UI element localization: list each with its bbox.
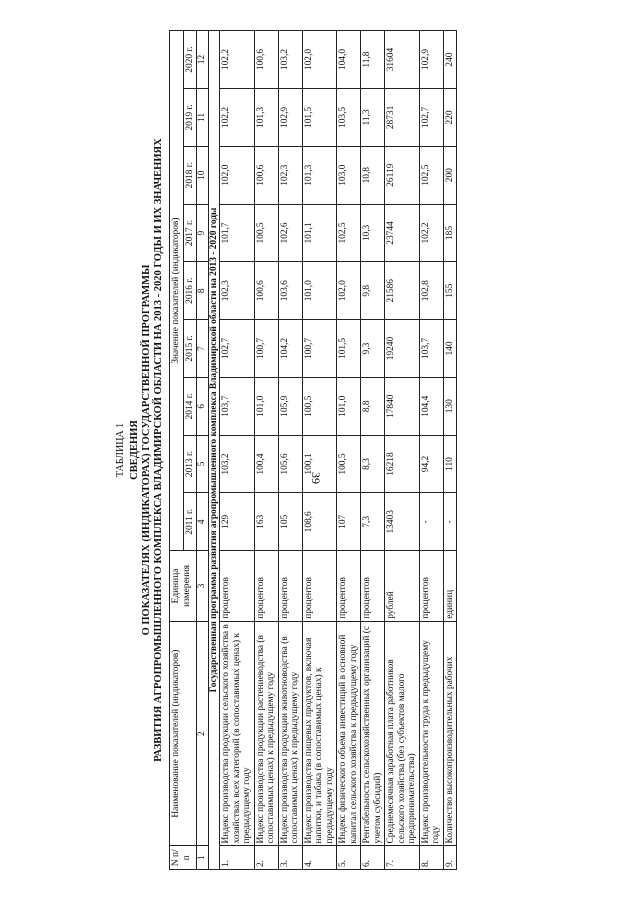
row-value: 102,0	[337, 262, 361, 320]
page-number: 39	[309, 472, 323, 484]
header-year: 2017 г.	[183, 204, 197, 262]
row-name: Среднемесячная заработная плата работников сельского хозяйства (без субъектов малого предпринимательства)	[385, 621, 420, 846]
row-value: 100,7	[254, 320, 278, 378]
row-value: 13403	[385, 493, 420, 551]
row-value: 100,6	[254, 31, 278, 89]
row-value: 94,2	[419, 435, 443, 493]
row-value: 200	[443, 146, 457, 204]
row-value: 100,5	[254, 204, 278, 262]
header-index: N п/п	[170, 846, 197, 870]
row-value: 101,7	[220, 204, 255, 262]
row-unit: процентов	[419, 551, 443, 622]
row-value: 100,6	[254, 262, 278, 320]
row-value: 108,6	[302, 493, 337, 551]
row-value: 26119	[385, 146, 420, 204]
column-number: 1	[197, 846, 209, 870]
row-name: Индекс производства пищевых продуктов, включая напитки, и табака (в сопоставимых ценах) к предыдущему году	[302, 621, 337, 846]
header-values-group: Значение показателей (индикаторов)	[170, 31, 184, 551]
row-unit: единиц	[443, 551, 457, 622]
column-number: 2	[197, 621, 209, 846]
table-label: ТАБЛИЦА 1	[115, 422, 126, 478]
row-unit: процентов	[361, 551, 385, 622]
row-value: 105	[278, 493, 302, 551]
row-index: 1.	[220, 846, 255, 870]
table-row	[361, 31, 385, 870]
row-value: 11,8	[361, 31, 385, 89]
heading-line-1: СВЕДЕНИЯ	[129, 420, 140, 480]
header-year: 2015 г.	[183, 320, 197, 378]
row-value: 103,6	[278, 262, 302, 320]
row-value: 100,5	[337, 435, 361, 493]
header-name: Наименование показателей (индикаторов)	[170, 621, 197, 846]
row-value: 240	[443, 31, 457, 89]
table-row	[337, 31, 361, 870]
row-name: Индекс производства продукции сельского хозяйства в хозяйствах всех категорий (в сопоставимых ценах) к предыдущему году	[220, 621, 255, 846]
row-value: 101,3	[302, 146, 337, 204]
row-value: 163	[254, 493, 278, 551]
row-value: 103,5	[337, 89, 361, 147]
row-value: 9,3	[361, 320, 385, 378]
row-value: 19240	[385, 320, 420, 378]
row-value: 185	[443, 204, 457, 262]
row-value: 102,8	[419, 262, 443, 320]
row-value: 102,2	[220, 89, 255, 147]
row-value: 100,1	[302, 435, 337, 493]
header-row-1	[170, 31, 184, 870]
row-value: 100,6	[254, 146, 278, 204]
row-value: 101,0	[254, 377, 278, 435]
row-value: 107	[337, 493, 361, 551]
row-value: 102,6	[278, 204, 302, 262]
row-value: 23744	[385, 204, 420, 262]
row-value: 102,5	[419, 146, 443, 204]
row-name: Индекс производства продукции растениеводства (в сопоставимых ценах) к предыдущему году	[254, 621, 278, 846]
row-value: 130	[443, 377, 457, 435]
row-value: 101,0	[337, 377, 361, 435]
indicators-table	[169, 30, 457, 870]
heading-line-3: РАЗВИТИЯ АГРОПРОМЫШЛЕННОГО КОМПЛЕКСА ВЛАДИМИРСКОЙ ОБЛАСТИ НА 2013 - 2020 ГОДЫ И ИХ ЗНАЧЕНИЯХ	[153, 138, 164, 762]
row-index: 3.	[278, 846, 302, 870]
row-index: 5.	[337, 846, 361, 870]
table-row	[302, 31, 337, 870]
table-row	[220, 31, 255, 870]
row-value: 220	[443, 89, 457, 147]
row-value: 102,3	[278, 146, 302, 204]
row-value: 16218	[385, 435, 420, 493]
row-value: 102,0	[220, 146, 255, 204]
row-value: 31604	[385, 31, 420, 89]
column-number: 4	[197, 493, 209, 551]
row-value: 10,8	[361, 146, 385, 204]
row-value: 7,3	[361, 493, 385, 551]
row-value: 102,5	[337, 204, 361, 262]
row-index: 7.	[385, 846, 420, 870]
column-number: 8	[197, 262, 209, 320]
row-name: Рентабельность сельскохозяйственных организаций (с учетом субсидий)	[361, 621, 385, 846]
rotated-table-sheet	[115, 30, 635, 870]
row-value: 101,0	[302, 262, 337, 320]
row-value: -	[443, 493, 457, 551]
row-value: 101,5	[302, 89, 337, 147]
section-title: Государственная программа развития агропромышленного комплекса Владимирской области на 2013 - 2020 годы	[208, 31, 220, 870]
table-row	[443, 31, 457, 870]
row-value: 103,7	[220, 377, 255, 435]
row-value: 104,0	[337, 31, 361, 89]
row-unit: процентов	[254, 551, 278, 622]
row-value: 11,3	[361, 89, 385, 147]
row-value: 103,2	[220, 435, 255, 493]
row-name: Индекс производительности труда к предыдущему году	[419, 621, 443, 846]
row-value: 155	[443, 262, 457, 320]
column-number: 11	[197, 89, 209, 147]
header-year: 2020 г.	[183, 31, 197, 89]
row-value: 105,6	[278, 435, 302, 493]
row-value: 100,4	[254, 435, 278, 493]
heading-line-2: О ПОКАЗАТЕЛЯХ (ИНДИКАТОРАХ) ГОСУДАРСТВЕННОЙ ПРОГРАММЫ	[141, 264, 152, 636]
column-number: 6	[197, 377, 209, 435]
row-unit: процентов	[302, 551, 337, 622]
row-unit: процентов	[220, 551, 255, 622]
row-unit: процентов	[337, 551, 361, 622]
row-value: 28731	[385, 89, 420, 147]
column-number: 3	[197, 551, 209, 622]
row-value: 102,9	[278, 89, 302, 147]
row-value: 102,7	[220, 320, 255, 378]
row-value: 102,0	[302, 31, 337, 89]
table-row	[385, 31, 420, 870]
row-value: 103,0	[337, 146, 361, 204]
row-value: 21586	[385, 262, 420, 320]
header-unit: Единица измерения	[170, 551, 197, 622]
row-value: 110	[443, 435, 457, 493]
row-value: 103,7	[419, 320, 443, 378]
header-year: 2018 г.	[183, 146, 197, 204]
row-value: 8,8	[361, 377, 385, 435]
row-value: 140	[443, 320, 457, 378]
row-value: 10,3	[361, 204, 385, 262]
row-value: 8,3	[361, 435, 385, 493]
column-number: 12	[197, 31, 209, 89]
row-index: 4.	[302, 846, 337, 870]
row-value: 100,5	[302, 377, 337, 435]
title-block	[115, 30, 165, 870]
row-value: 101,1	[302, 204, 337, 262]
section-row	[208, 31, 220, 870]
header-year: 2011 г.	[183, 493, 197, 551]
row-value: 100,7	[302, 320, 337, 378]
row-value: 101,3	[254, 89, 278, 147]
row-name: Количество высокопроизводительных рабочих	[443, 621, 457, 846]
header-year: 2019 г.	[183, 89, 197, 147]
column-number: 5	[197, 435, 209, 493]
table-row	[419, 31, 443, 870]
row-index: 9.	[443, 846, 457, 870]
row-name: Индекс физического объема инвестиций в основной капитал сельского хозяйства к предыдущему году	[337, 621, 361, 846]
row-index: 2.	[254, 846, 278, 870]
column-number: 10	[197, 146, 209, 204]
row-value: 17840	[385, 377, 420, 435]
row-value: 9,8	[361, 262, 385, 320]
row-value: 104,2	[278, 320, 302, 378]
header-year: 2016 г.	[183, 262, 197, 320]
row-value: 102,3	[220, 262, 255, 320]
row-value: -	[419, 493, 443, 551]
row-unit: процентов	[278, 551, 302, 622]
row-value: 105,9	[278, 377, 302, 435]
row-value: 104,4	[419, 377, 443, 435]
row-value: 102,9	[419, 31, 443, 89]
row-value: 102,2	[419, 204, 443, 262]
row-value: 102,7	[419, 89, 443, 147]
row-index: 8.	[419, 846, 443, 870]
row-value: 102,2	[220, 31, 255, 89]
column-number: 7	[197, 320, 209, 378]
table-row	[278, 31, 302, 870]
header-year: 2013 г.	[183, 435, 197, 493]
row-index: 6.	[361, 846, 385, 870]
row-unit: рублей	[385, 551, 420, 622]
row-name: Индекс производства продукции животноводства (в сопоставимых ценах) к предыдущему году	[278, 621, 302, 846]
column-number-row	[197, 31, 209, 870]
row-value: 103,2	[278, 31, 302, 89]
header-year: 2014 г.	[183, 377, 197, 435]
column-number: 9	[197, 204, 209, 262]
table-row	[254, 31, 278, 870]
row-value: 101,5	[337, 320, 361, 378]
row-value: 129	[220, 493, 255, 551]
